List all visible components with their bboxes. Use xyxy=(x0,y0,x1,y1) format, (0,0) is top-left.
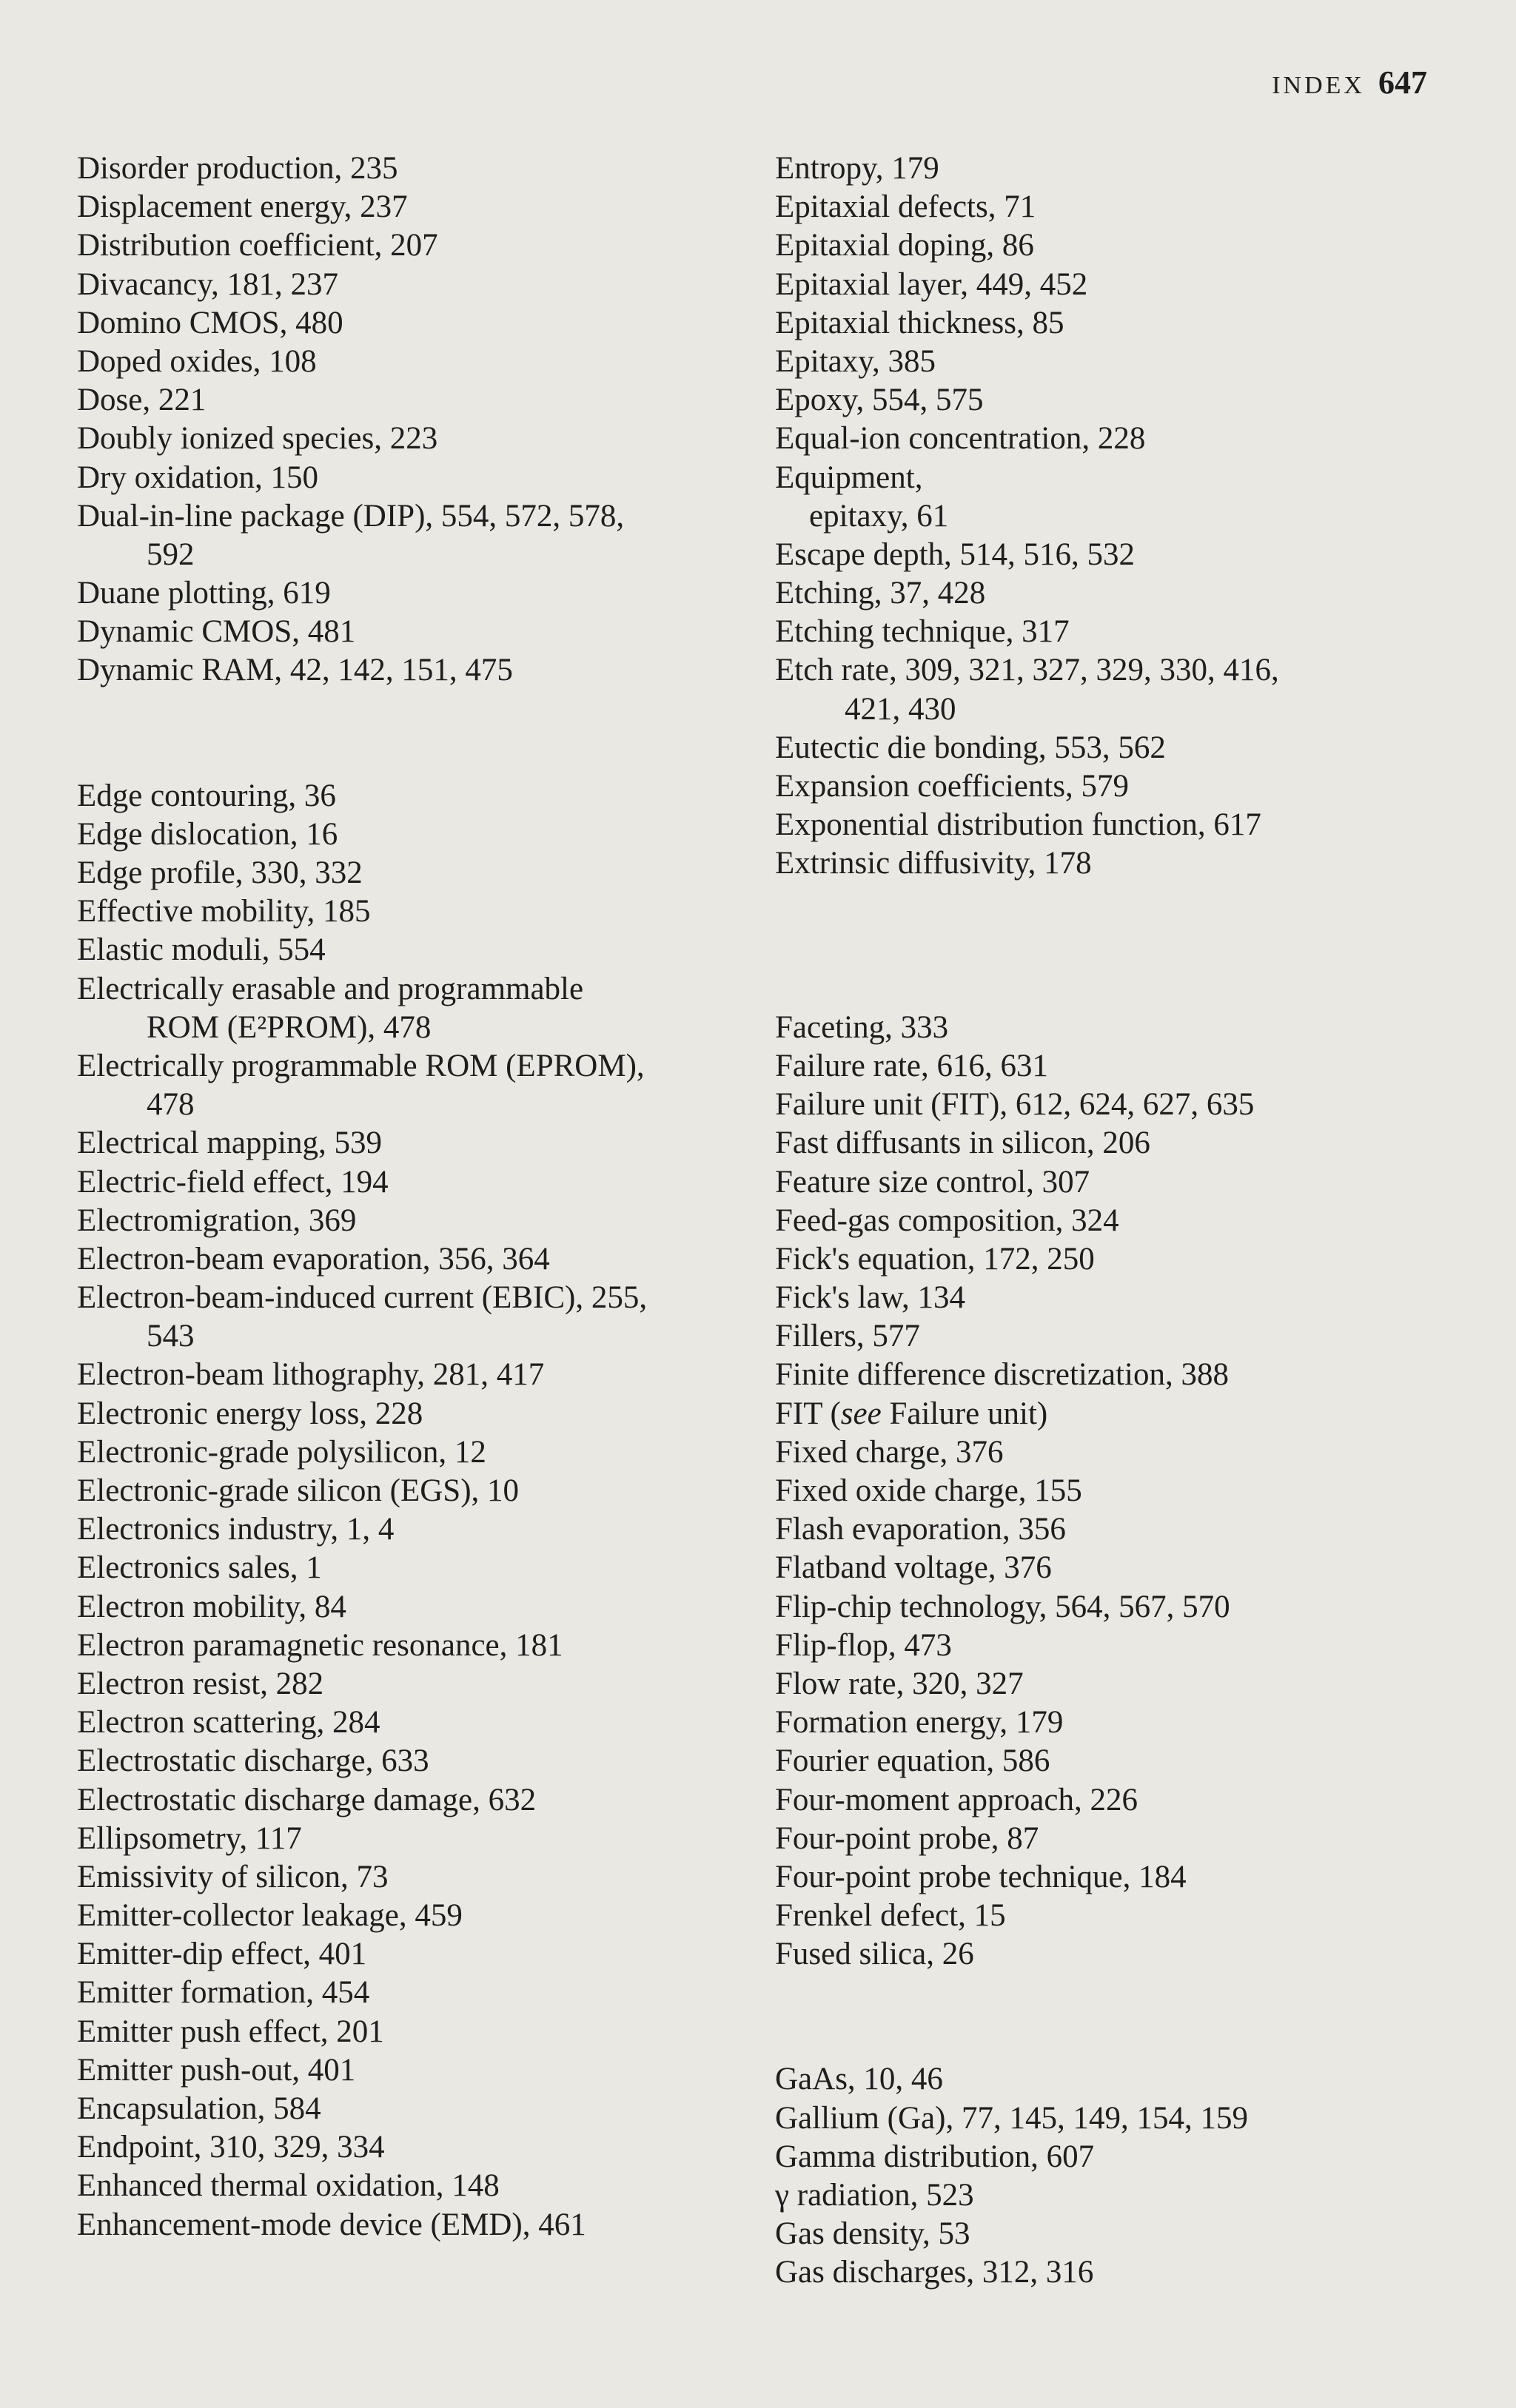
index-entry: Electron mobility, 84 xyxy=(77,1589,346,1624)
index-entry: Frenkel defect, 15 xyxy=(775,1898,1006,1934)
index-entry: Electron scattering, 284 xyxy=(77,1705,380,1741)
index-entry: Dry oxidation, 150 xyxy=(77,460,319,495)
section-gap xyxy=(775,970,1441,1009)
index-entry: Duane plotting, 619 xyxy=(77,576,331,611)
page-number: 647 xyxy=(1378,64,1427,101)
section-gap xyxy=(775,884,1441,970)
index-entry: Encapsulation, 584 xyxy=(77,2091,321,2126)
index-entry: Fick's equation, 172, 250 xyxy=(775,1241,1095,1277)
index-entry: Displacement energy, 237 xyxy=(77,189,408,225)
index-entry: Edge dislocation, 16 xyxy=(77,816,338,852)
index-entry: Emitter push-out, 401 xyxy=(77,2052,356,2088)
index-entry: epitaxy, 61 xyxy=(809,498,949,534)
index-entry: Feed-gas composition, 324 xyxy=(775,1203,1119,1238)
index-entry: Feature size control, 307 xyxy=(775,1164,1090,1200)
index-entry: Electronics industry, 1, 4 xyxy=(77,1512,395,1547)
index-entry: Fourier equation, 586 xyxy=(775,1743,1050,1779)
index-entry: Formation energy, 179 xyxy=(775,1705,1064,1741)
index-entry: 421, 430 xyxy=(845,691,956,727)
index-entry: Electrically programmable ROM (EPROM), xyxy=(77,1048,645,1083)
index-entry: 543 xyxy=(147,1319,195,1354)
index-column-right xyxy=(775,149,1441,2293)
index-entry: Failure unit (FIT), 612, 624, 627, 635 xyxy=(775,1087,1255,1123)
index-entry: Fixed oxide charge, 155 xyxy=(775,1473,1082,1508)
index-entry: Gas density, 53 xyxy=(775,2216,970,2252)
index-entry: Etching technique, 317 xyxy=(775,614,1070,650)
index-entry: Entropy, 179 xyxy=(775,151,939,186)
index-entry: Ellipsometry, 117 xyxy=(77,1820,302,1856)
index-entry: Faceting, 333 xyxy=(775,1009,949,1045)
index-entry: Emitter-collector leakage, 459 xyxy=(77,1898,463,1934)
index-entry: Electromigration, 369 xyxy=(77,1203,357,1238)
index-entry: Electron-beam-induced current (EBIC), 255, xyxy=(77,1280,648,1316)
index-entry: GaAs, 10, 46 xyxy=(775,2062,943,2097)
index-entry: Emitter-dip effect, 401 xyxy=(77,1937,367,1972)
header-label: INDEX xyxy=(1272,72,1365,99)
index-entry: Dynamic RAM, 42, 142, 151, 475 xyxy=(77,653,513,688)
index-entry: 478 xyxy=(147,1087,195,1123)
index-entry: Etching, 37, 428 xyxy=(775,576,986,611)
index-entry: Electron-beam lithography, 281, 417 xyxy=(77,1357,545,1393)
index-entry: Extrinsic diffusivity, 178 xyxy=(775,846,1092,881)
index-entry: Dynamic CMOS, 481 xyxy=(77,614,356,650)
index-entry: Gas discharges, 312, 316 xyxy=(775,2255,1094,2290)
index-entry: Equipment, xyxy=(775,460,923,495)
index-entry: Epitaxial thickness, 85 xyxy=(775,305,1064,340)
index-entry: Emitter push effect, 201 xyxy=(77,2014,384,2049)
section-gap xyxy=(77,690,743,777)
index-entry: Distribution coefficient, 207 xyxy=(77,228,438,263)
index-entry: Electrical mapping, 539 xyxy=(77,1126,382,1161)
index-entry: Enhanced thermal oxidation, 148 xyxy=(77,2168,500,2204)
index-entry: Eutectic die bonding, 553, 562 xyxy=(775,730,1166,765)
index-entry: Flow rate, 320, 327 xyxy=(775,1666,1024,1701)
index-entry: Electronic energy loss, 228 xyxy=(77,1396,423,1431)
index-entry: Domino CMOS, 480 xyxy=(77,305,343,340)
index-entry: Dual-in-line package (DIP), 554, 572, 578, xyxy=(77,498,625,534)
index-entry: Edge contouring, 36 xyxy=(77,778,336,813)
index-entry: Four-moment approach, 226 xyxy=(775,1782,1138,1817)
index-entry: ROM (E²PROM), 478 xyxy=(147,1009,432,1045)
index-entry: Electric-field effect, 194 xyxy=(77,1164,389,1200)
index-entry: Edge profile, 330, 332 xyxy=(77,855,363,890)
index-entry: Divacancy, 181, 237 xyxy=(77,266,339,302)
index-entry: Four-point probe technique, 184 xyxy=(775,1859,1187,1894)
index-entry: Fused silica, 26 xyxy=(775,1937,974,1972)
index-entry: Electrically erasable and programmable xyxy=(77,971,584,1006)
index-entry: Epitaxy, 385 xyxy=(775,343,936,379)
index-entry: Electron paramagnetic resonance, 181 xyxy=(77,1627,563,1663)
index-entry: Etch rate, 309, 321, 327, 329, 330, 416, xyxy=(775,653,1279,688)
index-entry: Disorder production, 235 xyxy=(77,151,398,186)
index-entry: Flash evaporation, 356 xyxy=(775,1512,1066,1547)
index-entry: Electrostatic discharge damage, 632 xyxy=(77,1782,537,1817)
index-entry: Endpoint, 310, 329, 334 xyxy=(77,2130,385,2165)
index-entry: Gallium (Ga), 77, 145, 149, 154, 159 xyxy=(775,2100,1248,2136)
index-entry: Epitaxial layer, 449, 452 xyxy=(775,266,1088,302)
section-gap xyxy=(775,1974,1441,2060)
index-entry: Exponential distribution function, 617 xyxy=(775,807,1261,843)
index-entry: Escape depth, 514, 516, 532 xyxy=(775,537,1136,572)
index-entry: Four-point probe, 87 xyxy=(775,1820,1039,1856)
index-entry: Fixed charge, 376 xyxy=(775,1434,1004,1470)
index-column-left xyxy=(77,149,743,2244)
index-entry: Epitaxial defects, 71 xyxy=(775,189,1036,225)
index-entry: Failure rate, 616, 631 xyxy=(775,1048,1048,1083)
index-entry: Flatband voltage, 376 xyxy=(775,1550,1052,1586)
index-entry: Equal-ion concentration, 228 xyxy=(775,421,1146,457)
index-entry: Doubly ionized species, 223 xyxy=(77,421,438,457)
index-entry: Fick's law, 134 xyxy=(775,1280,965,1316)
index-entry: Elastic moduli, 554 xyxy=(77,932,326,968)
index-entry: Electrostatic discharge, 633 xyxy=(77,1743,429,1779)
running-header xyxy=(1272,64,1427,101)
index-entry: Flip-chip technology, 564, 567, 570 xyxy=(775,1589,1230,1624)
index-entry: Emissivity of silicon, 73 xyxy=(77,1859,389,1894)
index-entry: FIT (see Failure unit) xyxy=(775,1396,1048,1431)
index-entry: Dose, 221 xyxy=(77,383,207,418)
index-entry: Electronic-grade polysilicon, 12 xyxy=(77,1434,486,1470)
index-entry: Expansion coefficients, 579 xyxy=(775,769,1130,804)
index-entry: γ radiation, 523 xyxy=(775,2178,974,2213)
index-entry: Enhancement-mode device (EMD), 461 xyxy=(77,2207,586,2242)
index-entry: Doped oxides, 108 xyxy=(77,343,317,379)
index-entry: Epitaxial doping, 86 xyxy=(775,228,1034,263)
index-entry: Finite difference discretization, 388 xyxy=(775,1357,1229,1393)
index-entry: Epoxy, 554, 575 xyxy=(775,383,984,418)
index-entry: Electronic-grade silicon (EGS), 10 xyxy=(77,1473,520,1508)
index-entry: Emitter formation, 454 xyxy=(77,1975,370,2011)
index-entry: Flip-flop, 473 xyxy=(775,1627,952,1663)
index-entry: Fillers, 577 xyxy=(775,1319,920,1354)
index-entry: Fast diffusants in silicon, 206 xyxy=(775,1126,1150,1161)
index-entry: 592 xyxy=(147,537,195,572)
index-entry: Electron resist, 282 xyxy=(77,1666,324,1701)
index-entry: Effective mobility, 185 xyxy=(77,894,371,929)
index-entry: Electronics sales, 1 xyxy=(77,1550,322,1586)
index-entry: Gamma distribution, 607 xyxy=(775,2139,1095,2174)
index-entry: Electron-beam evaporation, 356, 364 xyxy=(77,1241,550,1277)
